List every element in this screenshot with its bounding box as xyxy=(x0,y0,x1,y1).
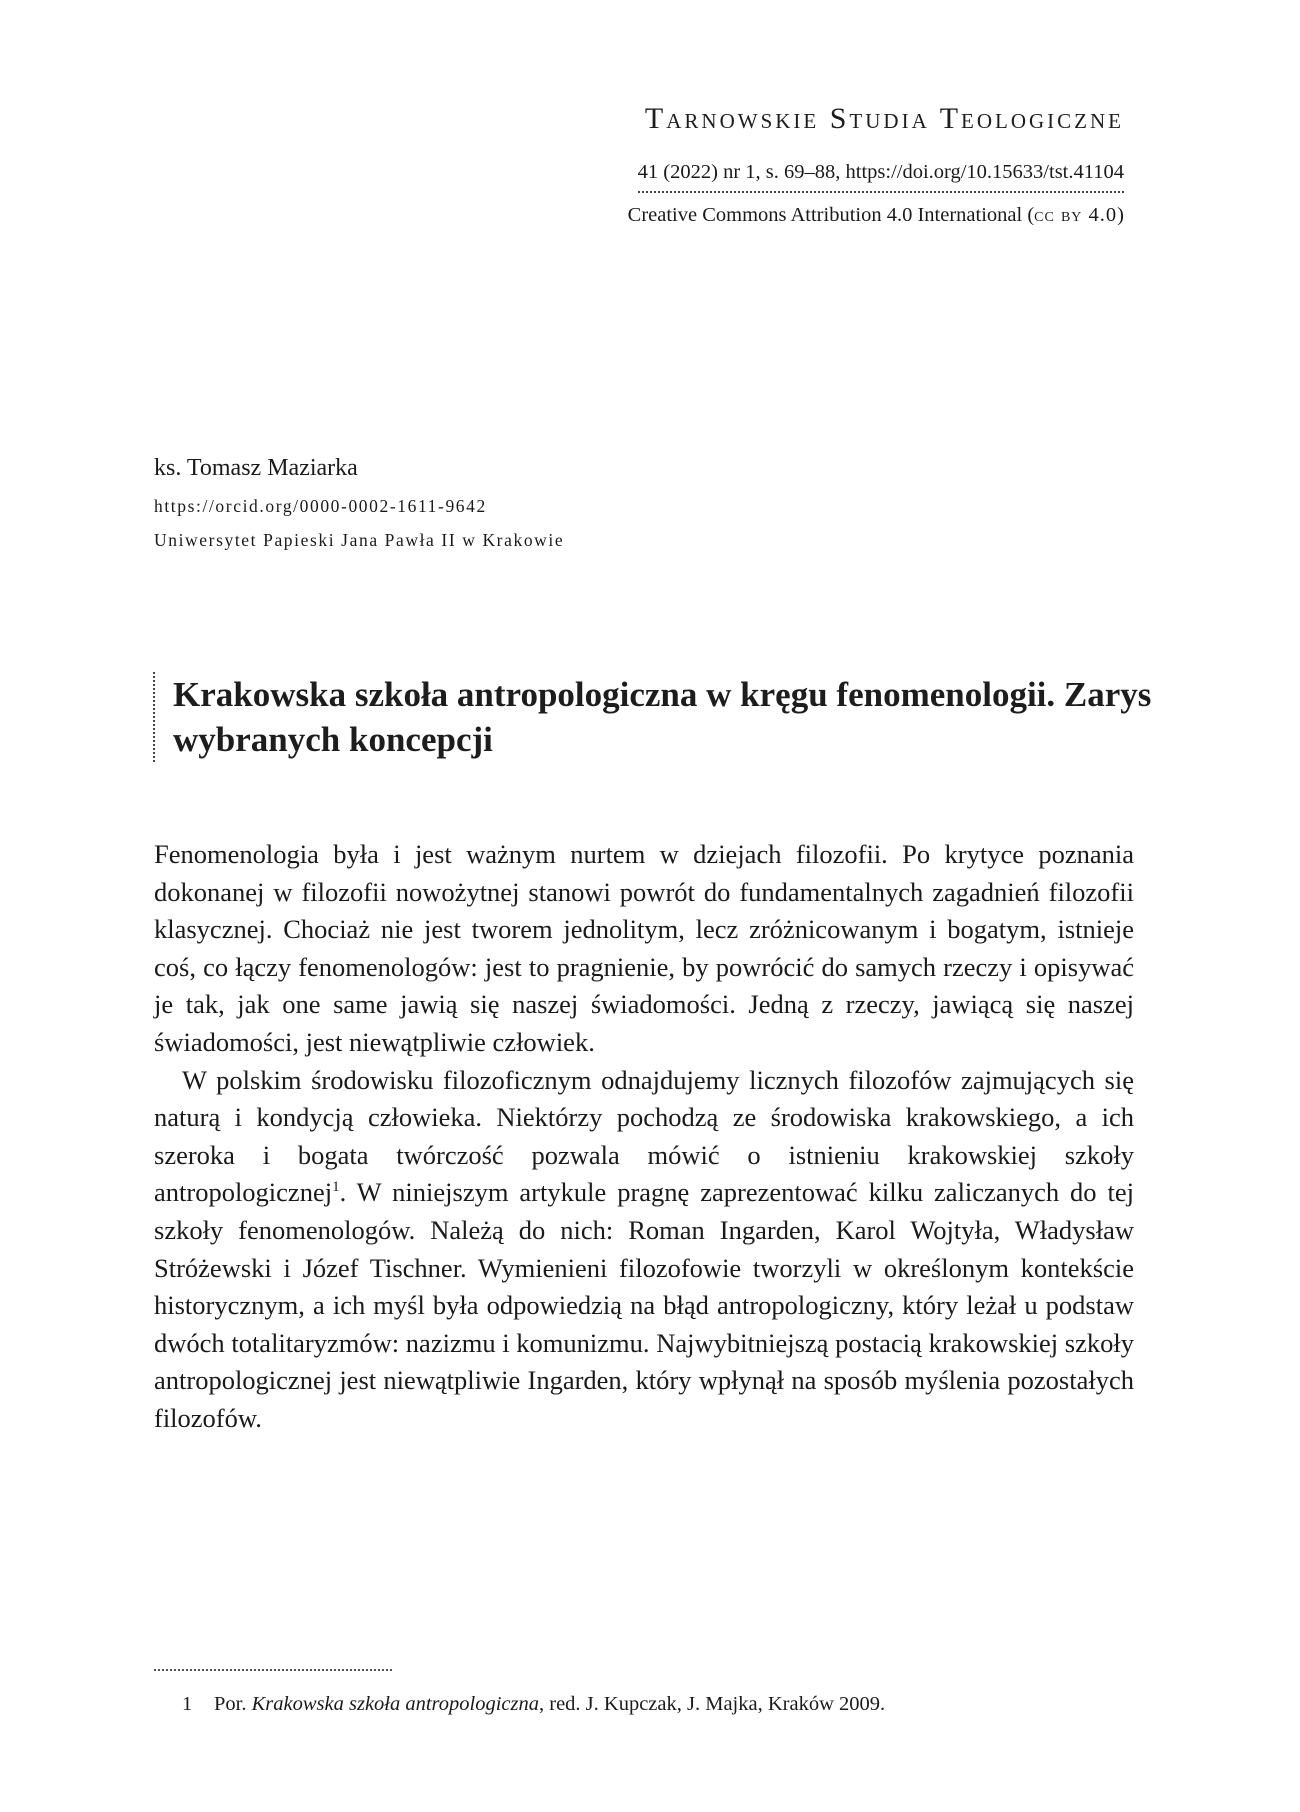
body-paragraph-text: . W niniejszym artykule pragnę zaprezentować kilku zaliczanych do tej szkoły fenomenologów. Należą do nich: Roman Ingarden, Karol Wojtyła, Władysław Stróżewski i Józef Tischner. Wymienieni filozofowie tworzyli w określonym kontekście historycznym, a ich myśl była odpowiedzią na błąd antropologiczny, który leżał u podstaw dwóch totalitaryzmów: nazizmu i komunizmu. Najwybitniejszą postacią krakowskiej szkoły antropologicznej jest niewątpliwie Ingarden, który wpłynął na sposób myślenia pozostałych filozofów. xyxy=(154,1177,1134,1433)
license-suffix: ) xyxy=(1117,203,1124,226)
footnote-separator xyxy=(154,1669,392,1671)
journal-header xyxy=(484,104,1124,225)
author-name: ks. Tomasz Maziarka xyxy=(154,455,358,481)
footnote xyxy=(182,1694,885,1715)
journal-license xyxy=(484,205,1124,226)
footnote-number: 1 xyxy=(182,1693,193,1715)
article-body xyxy=(154,836,1134,1438)
footnote-prefix: Por. xyxy=(214,1693,252,1715)
license-prefix: Creative Commons Attribution 4.0 International ( xyxy=(627,203,1035,226)
body-paragraph xyxy=(154,1062,1134,1438)
license-cc: cc by 4.0 xyxy=(1034,203,1118,226)
journal-title: Tarnowskie Studia Teologiczne xyxy=(644,102,1124,135)
author-block xyxy=(154,456,564,549)
author-orcid-link[interactable]: https://orcid.org/0000-0002-1611-9642 xyxy=(154,496,487,516)
author-affiliation: Uniwersytet Papieski Jana Pawła II w Krakowie xyxy=(154,529,565,550)
body-paragraph-text: W polskim środowisku filozoficznym odnajdujemy licznych filozofów zajmujących się naturą i kondycją człowieka. Niektórzy pochodzą ze środowiska krakowskiego, a ich szeroka i bogata twórczość pozwala mówić o istnieniu krakowskiej szkoły antropologicznej xyxy=(154,1064,1134,1208)
footnote-suffix: , red. J. Kupczak, J. Majka, Kraków 2009. xyxy=(539,1693,886,1715)
footnote-reference[interactable]: 1 xyxy=(332,1179,340,1196)
journal-citation-row xyxy=(484,134,1124,193)
article-title: Krakowska szkoła antropologiczna w kręgu fenomenologii. Zarys wybranych koncepcji xyxy=(173,675,1152,759)
article-title-block xyxy=(153,672,1153,762)
body-paragraph: Fenomenologia była i jest ważnym nurtem w dziejach filozofii. Po krytyce poznania dokonanej w filozofii nowożytnej stanowi powrót do fundamentalnych zagadnień filozofii klasycznej. Chociaż nie jest tworem jednolitym, lecz zróżnicowanym i bogatym, istnieje coś, co łączy fenomenologów: jest to pragnienie, by powrócić do samych rzeczy i opisywać je tak, jak one same jawią się naszej świadomości. Jedną z rzeczy, jawiącą się naszej świadomości, jest niewątpliwie człowiek. xyxy=(154,839,1134,1057)
journal-citation: 41 (2022) nr 1, s. 69–88, https://doi.org/10.15633/tst.41104 xyxy=(638,162,1124,193)
footnote-cited-title: Krakowska szkoła antropologiczna xyxy=(251,1693,539,1715)
